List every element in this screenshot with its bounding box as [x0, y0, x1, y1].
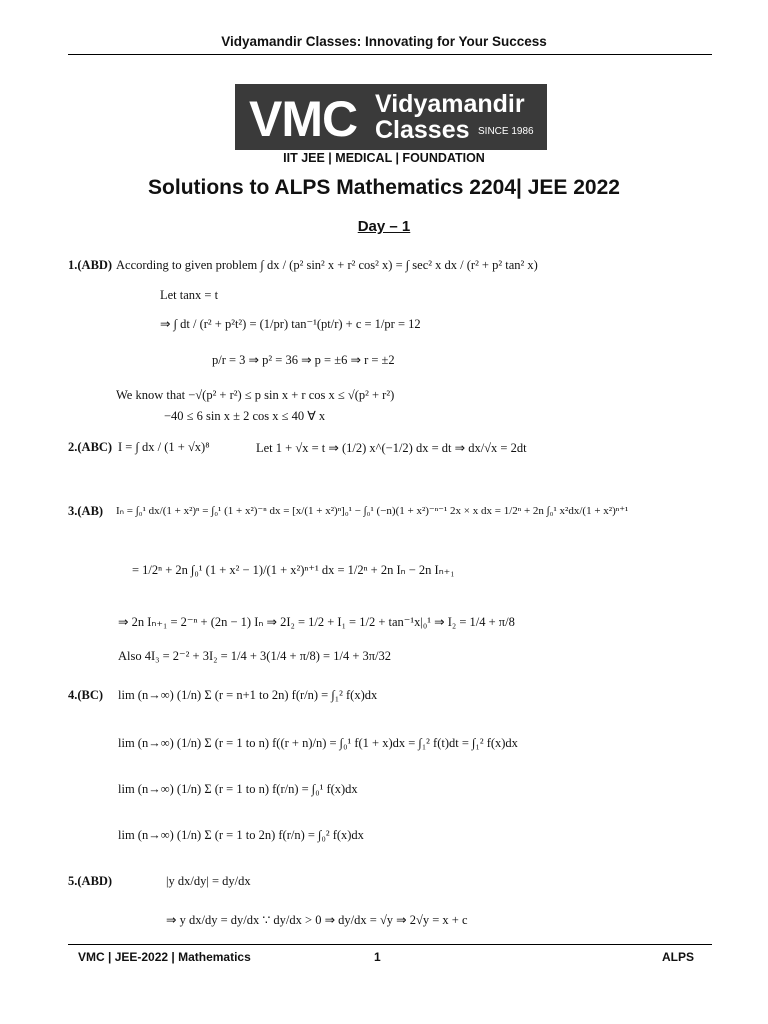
q3-step-3: Also 4I₃ = 2⁻² + 3I₂ = 1/4 + 3(1/4 + π/8) = 1/4 + 3π/32 [118, 649, 392, 663]
q5-label: 5.(ABD) [68, 874, 113, 888]
header-rule [68, 54, 712, 55]
q1-statement: According to given problem ∫ dx / (p² sin² x + r² cos² x) = ∫ sec² x dx / (r² + p² tan² x) [116, 258, 538, 272]
day-heading: Day – 1 [357, 218, 411, 235]
q3-label: 3.(AB) [68, 504, 104, 518]
page-number: 1 [374, 950, 381, 964]
q2-substitution: Let 1 + √x = t ⇒ (1/2) x^(−1/2) dx = dt ⇒ dx/√x = 2dt [256, 441, 527, 455]
q4-step-2: lim (n→∞) (1/n) Σ (r = 1 to n) f(r/n) = ∫₀¹ f(x)dx [118, 782, 358, 796]
footer-left: VMC | JEE-2022 | Mathematics [78, 950, 251, 964]
q3-step-1: = 1/2ⁿ + 2n ∫₀¹ (1 + x² − 1)/(1 + x²)ⁿ⁺¹ dx = 1/2ⁿ + 2n Iₙ − 2n Iₙ₊₁ [132, 563, 455, 577]
q1-step-2: p/r = 3 ⇒ p² = 36 ⇒ p = ±6 ⇒ r = ±2 [212, 353, 395, 367]
footer-right: ALPS [662, 950, 695, 964]
running-header: Vidyamandir Classes: Innovating for Your Success [221, 34, 547, 49]
q5-step-1: ⇒ y dx/dy = dy/dx ∵ dy/dx > 0 ⇒ dy/dx = √y ⇒ 2√y = x + c [166, 913, 468, 927]
logo-name-line2: Classes [375, 116, 470, 144]
q1-substitution: Let tanx = t [160, 288, 219, 302]
q1-step-1: ⇒ ∫ dt / (r² + p²t²) = (1/pr) tan⁻¹(pt/r) + c = 1/pr = 12 [160, 317, 421, 331]
q3-statement: Iₙ = ∫₀¹ dx/(1 + x²)ⁿ = ∫₀¹ (1 + x²)⁻ⁿ dx = [x/(1 + x²)ⁿ]₀¹ − ∫₀¹ (−n)(1 + x²)⁻ⁿ⁻¹ 2x × x dx = 1/2ⁿ + 2n ∫₀¹ x²dx/(1 + x²)ⁿ⁺¹ [116, 505, 629, 517]
logo-mark: VMC [249, 91, 358, 147]
logo-name-line1: Vidyamandir [375, 90, 525, 118]
q1-step-3: We know that −√(p² + r²) ≤ p sin x + r cos x ≤ √(p² + r²) [116, 388, 395, 402]
q1-step-4: −40 ≤ 6 sin x ± 2 cos x ≤ 40 ∀ x [164, 409, 326, 423]
footer-rule [68, 944, 712, 945]
q4-label: 4.(BC) [68, 688, 104, 702]
logo-since: SINCE 1986 [478, 126, 534, 137]
page-title: Solutions to ALPS Mathematics 2204| JEE 2022 [148, 176, 620, 199]
q3-step-2: ⇒ 2n Iₙ₊₁ = 2⁻ⁿ + (2n − 1) Iₙ ⇒ 2I₂ = 1/2 + I₁ = 1/2 + tan⁻¹x|₀¹ ⇒ I₂ = 1/4 + π/8 [118, 615, 515, 629]
q4-step-1: lim (n→∞) (1/n) Σ (r = 1 to n) f((r + n)/n) = ∫₀¹ f(1 + x)dx = ∫₁² f(t)dt = ∫₁² f(x)dx [118, 736, 518, 750]
vmc-logo [235, 84, 547, 150]
logo-tagline: IIT JEE | MEDICAL | FOUNDATION [283, 151, 485, 165]
q4-step-3: lim (n→∞) (1/n) Σ (r = 1 to 2n) f(r/n) = ∫₀² f(x)dx [118, 828, 364, 842]
q1-label: 1.(ABD) [68, 258, 113, 272]
q4-statement: lim (n→∞) (1/n) Σ (r = n+1 to 2n) f(r/n) = ∫₁² f(x)dx [118, 688, 378, 702]
q2-statement: I = ∫ dx / (1 + √x)⁸ [118, 440, 210, 454]
q5-statement: |y dx/dy| = dy/dx [166, 874, 251, 888]
q2-label: 2.(ABC) [68, 440, 113, 454]
